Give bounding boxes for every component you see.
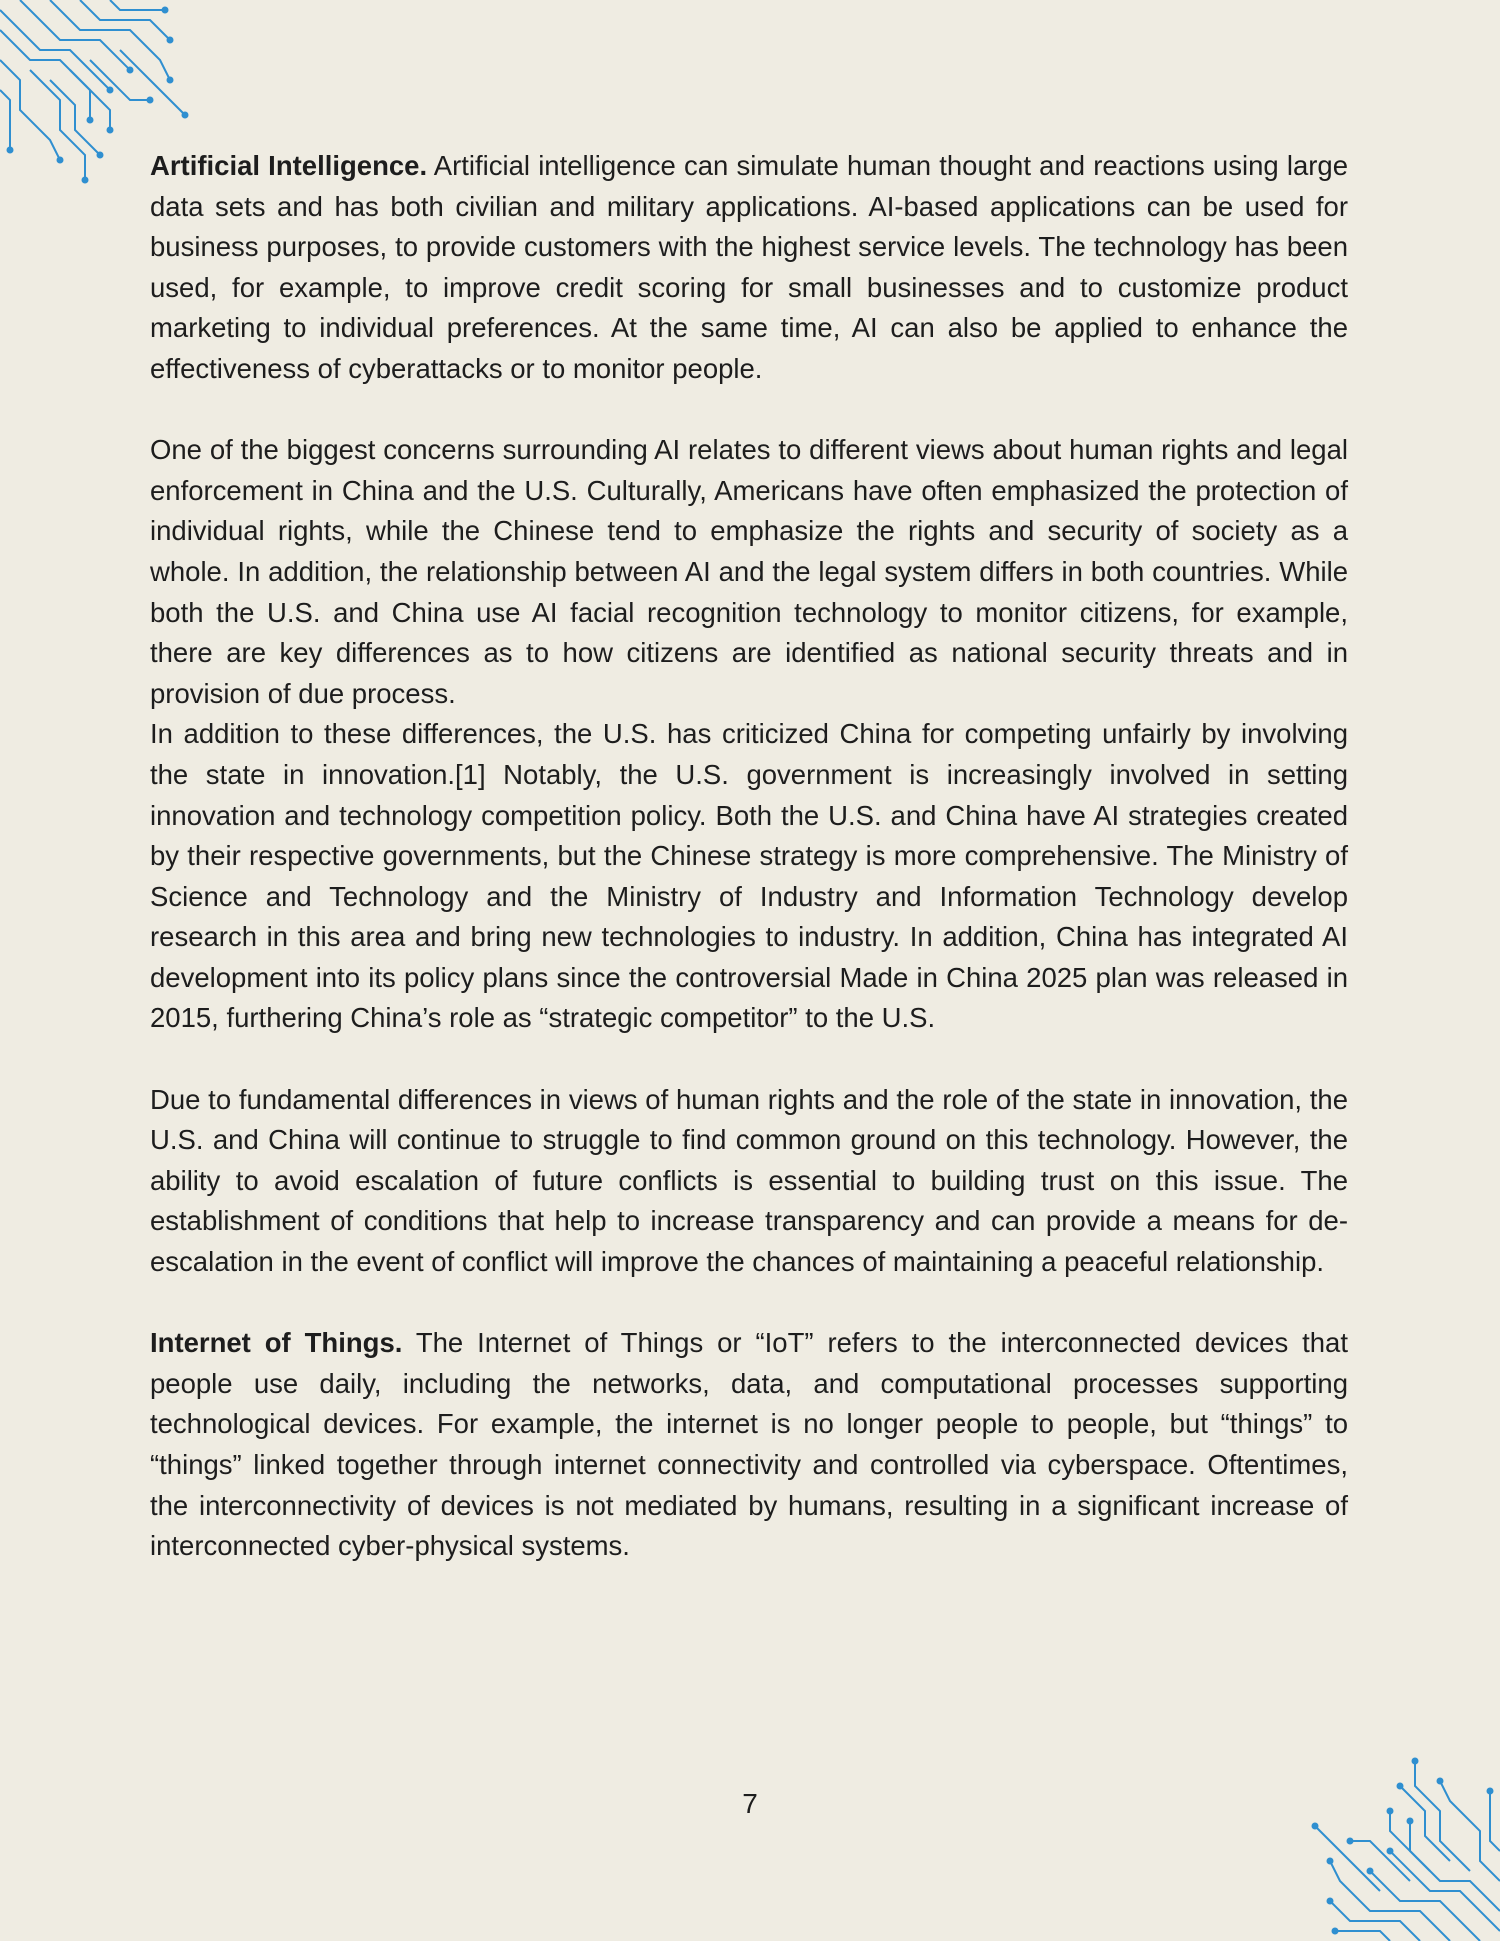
ai-paragraph-4: Due to fundamental differences in views of human rights and the role of the state in innovation, the U.S. and China will continue to struggle to find common ground on this technology. However, the ability to avoid escalation of future conflicts is essential to building trust on this issue. The establishment of conditions that help to increase transparency and can provide a means for de-escalation in the event of conflict will improve the chances of maintaining a peaceful relationship. bbox=[150, 1083, 1348, 1278]
ai-paragraph-1 bbox=[150, 146, 1348, 390]
iot-paragraph-1 bbox=[150, 1323, 1348, 1567]
ai-paragraph-2: One of the biggest concerns surrounding AI relates to different views about human rights and legal enforcement in China and the U.S. Culturally, Americans have often emphasized the protection of individual rights, while the Chinese tend to emphasize the rights and security of society as a whole. In addition, the relationship between AI and the legal system differs in both countries. While both the U.S. and China use AI facial recognition technology to monitor citizens, for example, there are key differences as to how citizens are identified as national security threats and in provision of due process. bbox=[150, 434, 1348, 709]
body-text bbox=[150, 146, 1348, 1607]
ai-heading: Artificial Intelligence. bbox=[150, 150, 428, 181]
ai-paragraph-3: In addition to these differences, the U.S. has criticized China for competing unfairly by involving the state in innovation.[1] Notably, the U.S. government is increasingly involved in setting innovation and technology competition policy. Both the U.S. and China have AI strategies created by their respective governments, but the Chinese strategy is more comprehensive. The Ministry of Science and Technology and the Ministry of Industry and Information Technology develop research in this area and bring new technologies to industry. In addition, China has integrated AI development into its policy plans since the controversial Made in China 2025 plan was released in 2015, furthering China’s role as “strategic competitor” to the U.S. bbox=[150, 718, 1348, 1034]
iot-heading: Internet of Things. bbox=[150, 1327, 403, 1359]
page-number: 7 bbox=[742, 1788, 758, 1819]
ai-paragraph-1-text: Artificial intelligence can simulate human thought and reactions using large data sets and has both civilian and military applications. AI-based applications can be used for business purposes, to provide customers with the highest service levels. The technology has been used, for example, to improve credit scoring for small businesses and to customize product marketing to individual preferences. At the same time, AI can also be applied to enhance the effectiveness of cyberattacks or to monitor people. bbox=[150, 150, 1348, 384]
iot-paragraph-1-text: The Internet of Things or “IoT” refers to the interconnected devices that people use daily, including the networks, data, and computational processes supporting technological devices. For example, the internet is no longer people to people, but “things” to “things” linked together through internet connectivity and controlled via cyberspace. Oftentimes, the interconnectivity of devices is not mediated by humans, resulting in a significant increase of interconnected cyber-physical systems. bbox=[150, 1327, 1348, 1562]
circuit-lines-icon bbox=[1300, 1741, 1500, 1941]
